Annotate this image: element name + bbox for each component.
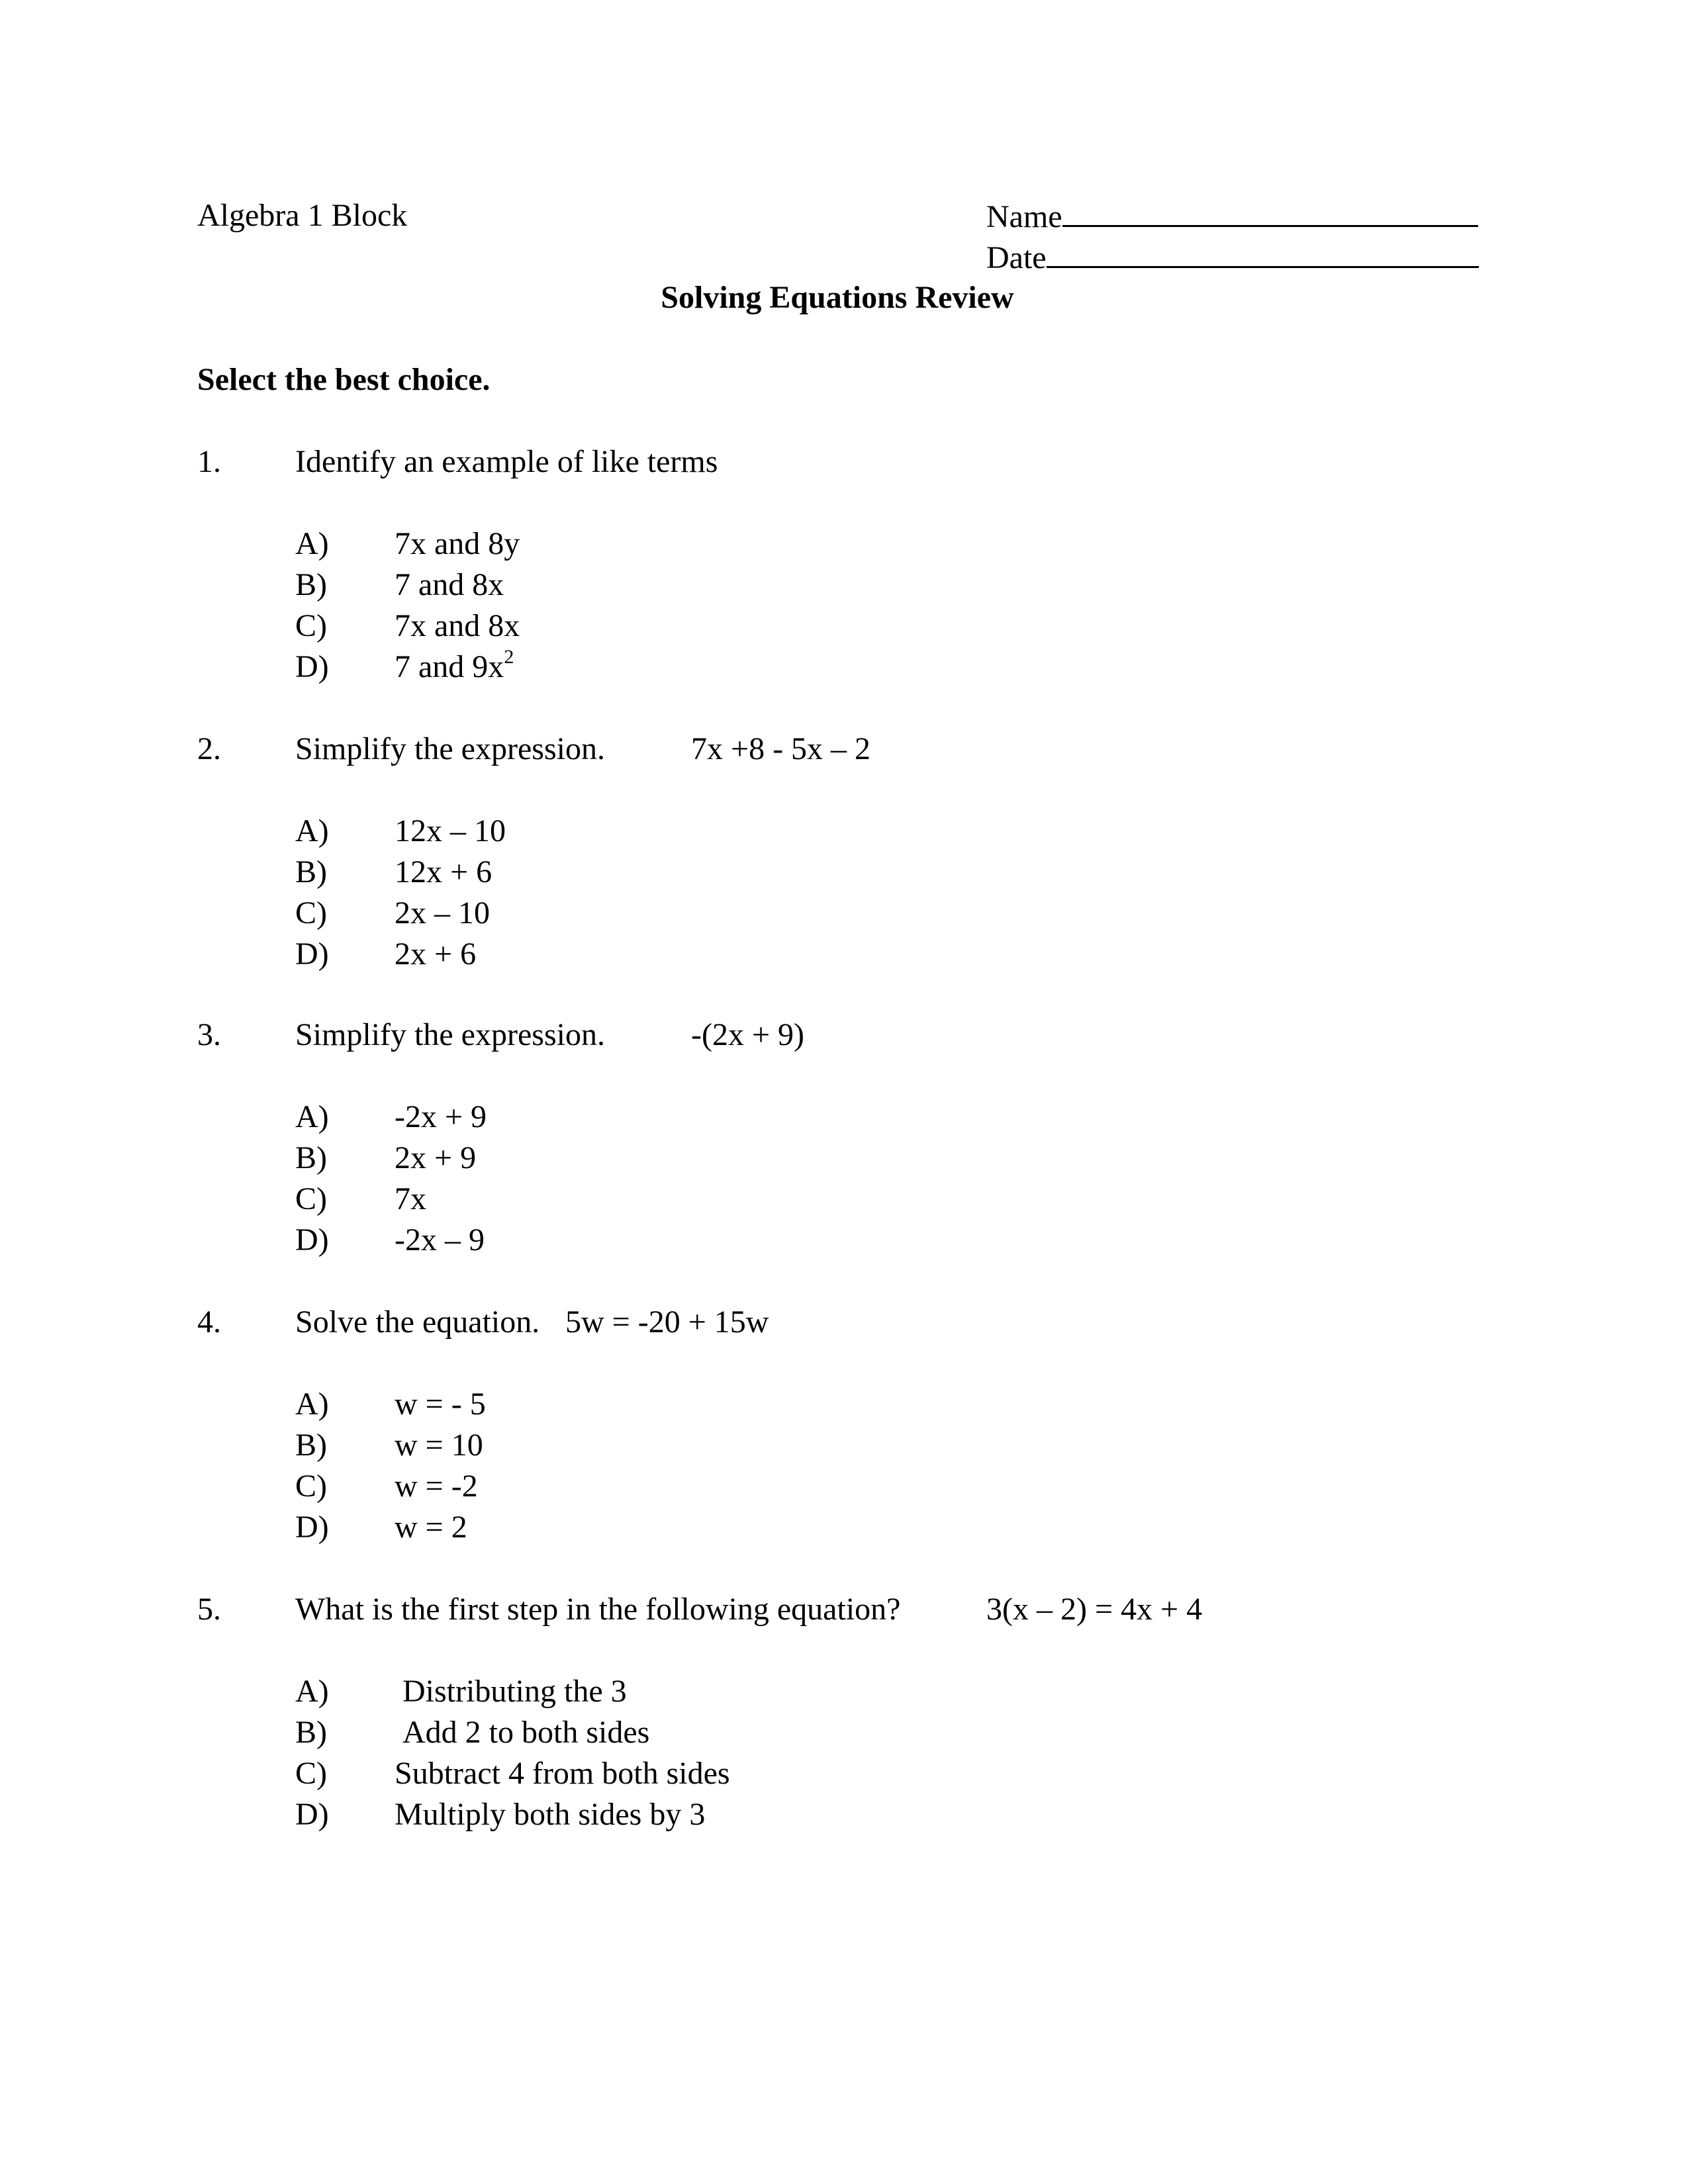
choice-letter: D) — [295, 649, 329, 684]
question-prompt: Simplify the expression. — [295, 1017, 605, 1052]
choice-text: Multiply both sides by 3 — [395, 1797, 706, 1832]
choice-text: w = - 5 — [395, 1387, 486, 1422]
choice-text: -2x + 9 — [395, 1099, 487, 1134]
choice-letter: C) — [295, 1469, 327, 1504]
choice-letter: C) — [295, 895, 327, 931]
date-blank-line — [1047, 237, 1479, 268]
choice-letter: A) — [295, 526, 329, 561]
choice-letter: B) — [295, 567, 327, 602]
question-prompt: Simplify the expression. — [295, 731, 605, 766]
choice-letter: C) — [295, 608, 327, 643]
choice-text: w = 10 — [395, 1428, 483, 1463]
question-number: 4. — [197, 1304, 221, 1340]
question-number: 5. — [197, 1592, 221, 1627]
choice-text: 2x + 6 — [395, 936, 477, 972]
choice-text: w = 2 — [395, 1510, 467, 1545]
date-label: Date — [986, 240, 1047, 275]
course-label: Algebra 1 Block — [197, 198, 408, 233]
choice-letter: B) — [295, 1428, 327, 1463]
date-field — [986, 237, 1479, 278]
choice-letter: A) — [295, 1387, 329, 1422]
choice-letter: D) — [295, 1510, 329, 1545]
choice-letter: D) — [295, 1222, 329, 1257]
question-expression: -(2x + 9) — [691, 1017, 805, 1052]
choice-letter: A) — [295, 1099, 329, 1134]
name-field — [986, 196, 1478, 237]
worksheet-title: Solving Equations Review — [661, 280, 1014, 315]
name-blank-line — [1062, 196, 1478, 227]
choice-text: 12x – 10 — [395, 813, 506, 848]
choice-text: 7 and 8x — [395, 567, 504, 602]
question-prompt: Identify an example of like terms — [295, 444, 718, 479]
choice-letter: C) — [295, 1181, 327, 1216]
choice-letter: D) — [295, 1797, 329, 1832]
name-label: Name — [986, 199, 1062, 234]
question-prompt: Solve the equation. — [295, 1304, 540, 1340]
choice-text: 12x + 6 — [395, 854, 492, 889]
choice-option-d — [395, 647, 514, 687]
choice-letter: C) — [295, 1756, 327, 1791]
choice-text: 7x and 8y — [395, 526, 520, 561]
question-expression: 7x +8 - 5x – 2 — [691, 731, 871, 766]
question-number: 3. — [197, 1017, 221, 1052]
choice-letter: B) — [295, 1140, 327, 1175]
choice-text: 7x — [395, 1181, 426, 1216]
choice-text: 7 and 9x — [395, 649, 504, 684]
question-number: 2. — [197, 731, 221, 766]
choice-letter: B) — [295, 854, 327, 889]
choice-letter: A) — [295, 813, 329, 848]
question-number: 1. — [197, 444, 221, 479]
choice-text: 7x and 8x — [395, 608, 520, 643]
question-expression: 3(x – 2) = 4x + 4 — [986, 1592, 1203, 1627]
choice-text: Distributing the 3 — [402, 1674, 627, 1709]
choice-letter: D) — [295, 936, 329, 972]
question-expression: 5w = -20 + 15w — [565, 1304, 769, 1340]
choice-text: Add 2 to both sides — [402, 1715, 650, 1750]
question-prompt: What is the first step in the following equation? — [295, 1592, 901, 1627]
choice-letter: B) — [295, 1715, 327, 1750]
instructions: Select the best choice. — [197, 362, 491, 397]
choice-text: Subtract 4 from both sides — [395, 1756, 730, 1791]
choice-text: 2x + 9 — [395, 1140, 477, 1175]
choice-text: -2x – 9 — [395, 1222, 485, 1257]
choice-letter: A) — [295, 1674, 329, 1709]
exponent: 2 — [504, 646, 514, 668]
choice-text: 2x – 10 — [395, 895, 490, 931]
choice-text: w = -2 — [395, 1469, 478, 1504]
